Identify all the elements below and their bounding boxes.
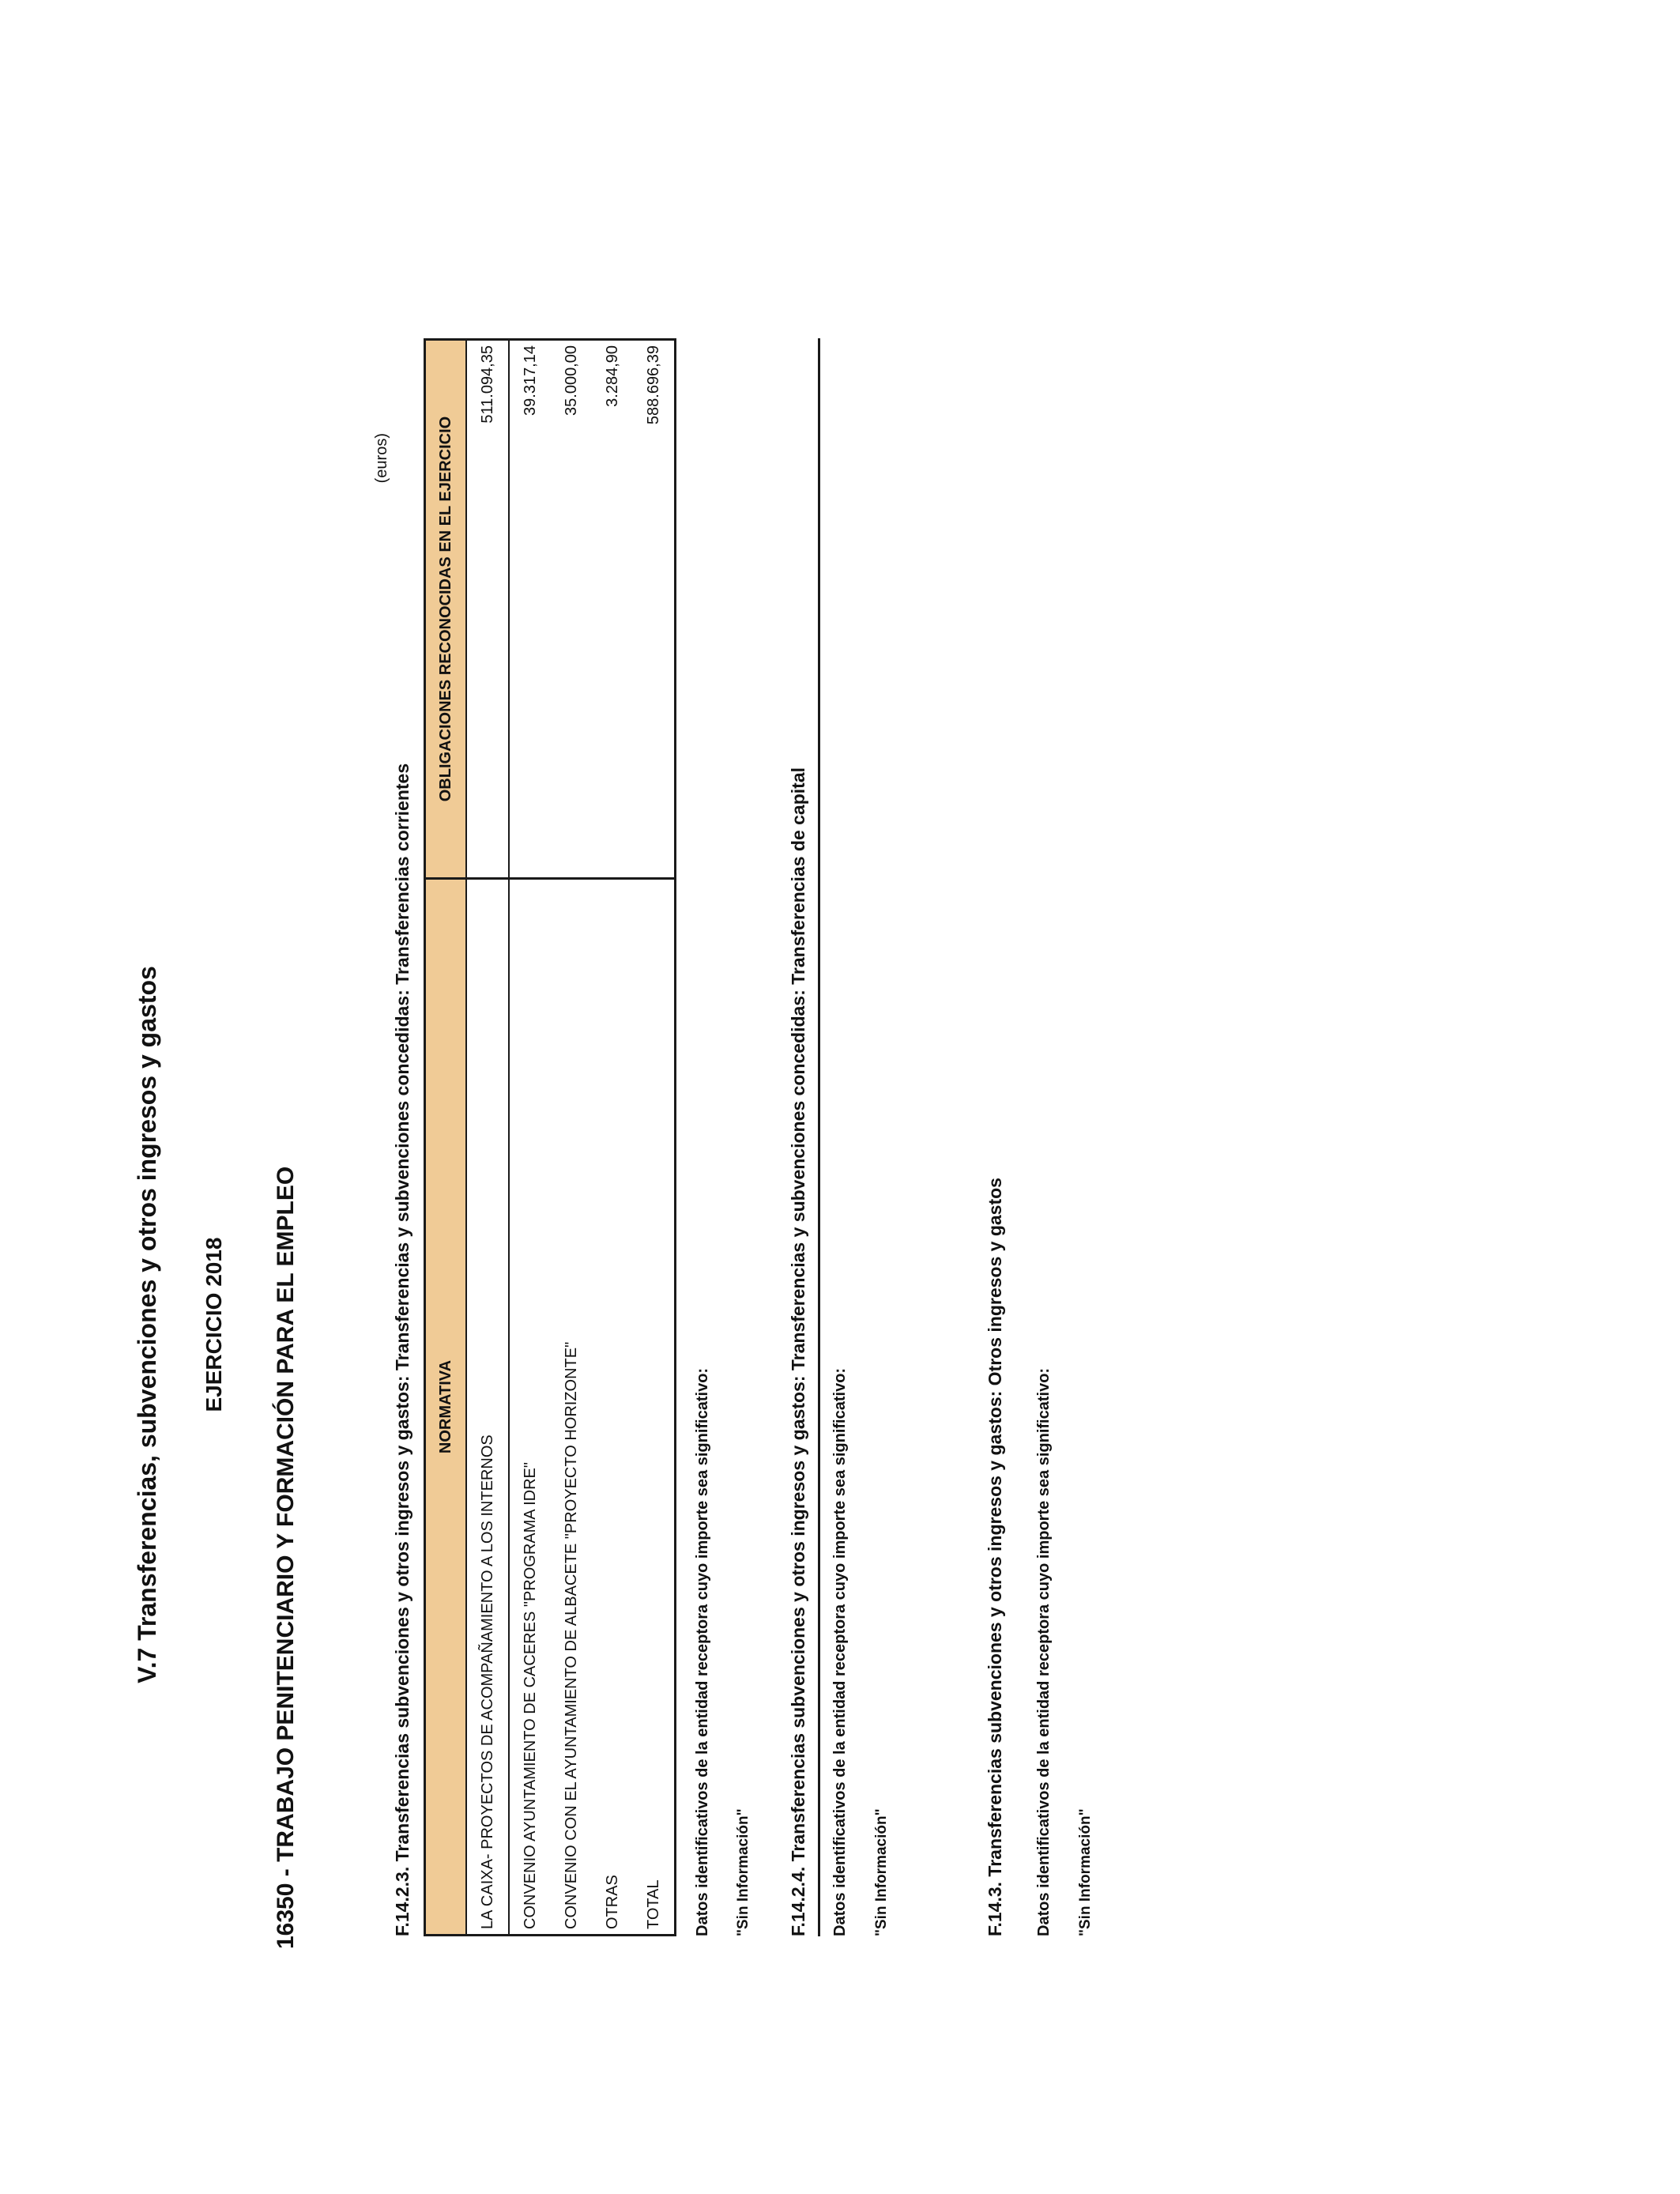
- receptor-label-1: Datos identificativos de la entidad receptora cuyo importe sea significativo:: [694, 1367, 711, 1936]
- row-normativa: OTRAS: [592, 879, 633, 1936]
- row-importe: 39.317,14: [521, 345, 539, 416]
- units-label: (euros): [373, 433, 390, 484]
- row-importe: 35.000,00: [562, 345, 580, 416]
- row-normativa: CONVENIO AYUNTAMIENTO DE CACERES "PROGRAMA IDRE": [509, 879, 551, 1936]
- exercise-year: EJERCICIO 2018: [202, 1237, 226, 1412]
- receptor-label-2: Datos identificativos de la entidad receptora cuyo importe sea significativo:: [831, 1367, 849, 1936]
- receptor-value-1: "Sin Información": [735, 1808, 751, 1936]
- receptor-value-3: "Sin Información": [1077, 1808, 1094, 1936]
- table-row: [466, 340, 509, 1936]
- row-normativa: TOTAL: [633, 879, 676, 1936]
- page-title: V.7 Transferencias, subvenciones y otros ingresos y gastos: [133, 966, 161, 1683]
- section-divider: [818, 338, 820, 1936]
- section-f1424-title: F.14.2.4. Transferencias subvenciones y otros ingresos y gastos: Transferencias y subvenciones concedidas: Transferencias de capital: [788, 767, 808, 1936]
- rotated-page: [0, 345, 1343, 2194]
- receptor-value-2: "Sin Información": [873, 1808, 890, 1936]
- receptor-label-3: Datos identificativos de la entidad receptora cuyo importe sea significativo:: [1035, 1367, 1053, 1936]
- table-row: [592, 340, 633, 1936]
- section-f1423-title: F.14.2.3. Transferencias subvenciones y otros ingresos y gastos: Transferencias y subvenciones concedidas: Transferencias corrientes: [392, 763, 412, 1936]
- row-importe: 511.094,35: [466, 340, 509, 879]
- section-f143-title: F.14.3. Transferencias subvenciones y otros ingresos y gastos: Otros ingresos y gastos: [985, 1178, 1005, 1936]
- table-row-total: [633, 340, 676, 1936]
- table-header-row: [425, 340, 467, 1936]
- row-importe: 3.284,90: [603, 345, 621, 407]
- organization-title: 16350 - TRABAJO PENITENCIARIO Y FORMACIÓN PARA EL EMPLEO: [273, 1166, 299, 1949]
- row-normativa: CONVENIO CON EL AYUNTAMIENTO DE ALBACETE "PROYECTO HORIZONTE": [551, 879, 592, 1936]
- table-row: [551, 340, 592, 1936]
- row-importe: 588.696,39: [644, 345, 662, 425]
- header-normativa: NORMATIVA: [425, 879, 467, 1936]
- header-obligaciones: OBLIGACIONES RECONOCIDAS EN EL EJERCICIO: [425, 340, 467, 879]
- transferencias-corrientes-table: [424, 338, 676, 1936]
- table-row: [509, 340, 551, 1936]
- row-normativa: LA CAIXA- PROYECTOS DE ACOMPAÑAMIENTO A LOS INTERNOS: [466, 879, 509, 1936]
